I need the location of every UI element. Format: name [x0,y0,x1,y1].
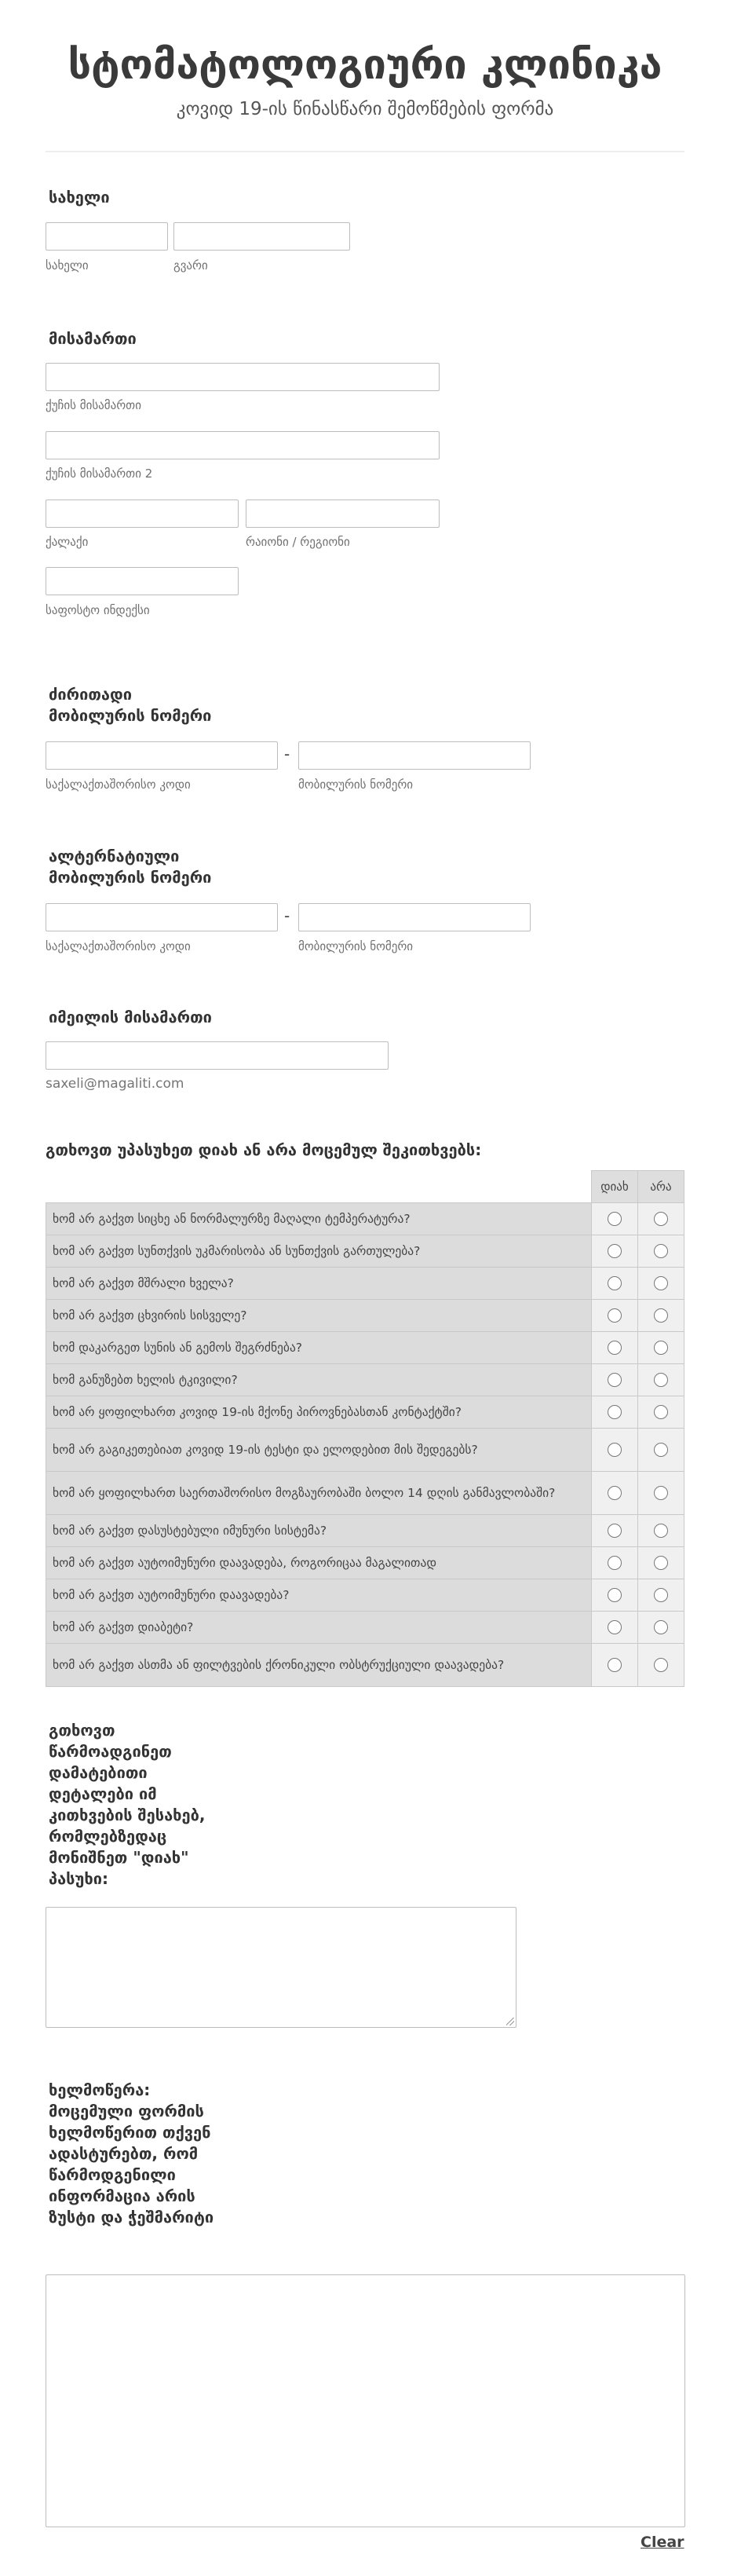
details-label-line: დამატებითი [49,1763,148,1782]
answer-cell-yes [592,1300,638,1332]
primary-phone-label-line2: მობილურის ნომერი [49,706,212,725]
alt-phone-number-input[interactable] [298,903,531,931]
answer-cell-yes [592,1579,638,1612]
first-name-sublabel: სახელი [46,258,89,273]
question-text: ხომ არ გაქვთ ცხვირის სისველე? [46,1300,592,1332]
zip-input[interactable] [46,567,239,595]
alt-phone-label-line1: ალტერნატიული [49,847,180,865]
radio-yes[interactable] [608,1588,622,1602]
answer-cell-no [638,1268,684,1300]
radio-no[interactable] [654,1658,668,1672]
answer-cell-no [638,1547,684,1579]
radio-no[interactable] [654,1341,668,1355]
answer-cell-no [638,1579,684,1612]
answer-cell-no [638,1429,684,1472]
radio-no[interactable] [654,1620,668,1634]
details-label-line: გთხოვთ [49,1721,115,1740]
last-name-input[interactable] [173,222,350,251]
questionnaire-matrix [46,1170,684,1687]
region-input[interactable] [246,499,440,528]
answer-cell-no [638,1235,684,1268]
details-label-line: პასუხი: [49,1869,108,1888]
answer-cell-yes [592,1547,638,1579]
email-label: იმეილის მისამართი [49,1008,212,1026]
alt-area-code-sublabel: საქალაქთაშორისო კოდი [46,939,191,953]
radio-yes[interactable] [608,1486,622,1500]
question-text: ხომ არ გაქვთ ასთმა ან ფილტვების ქრონიკული ობსტრუქციული დაავადება? [46,1644,592,1687]
region-sublabel: რაიონი / რეგიონი [246,535,350,549]
alt-phone-label-line2: მობილურის ნომერი [49,868,212,887]
questionnaire-title: გთხოვთ უპასუხეთ დიახ ან არა მოცემულ შეკითხვებს: [46,1140,482,1159]
details-label-line: კითხვების შესახებ, [49,1806,206,1824]
question-row [46,1429,684,1472]
radio-no[interactable] [654,1443,668,1457]
radio-no[interactable] [654,1556,668,1570]
answer-cell-yes [592,1364,638,1396]
details-label-line: წარმოადგინეთ [49,1742,172,1761]
radio-no[interactable] [654,1212,668,1226]
question-row [46,1547,684,1579]
radio-yes[interactable] [608,1244,622,1258]
question-text: ხომ არ გაქვთ დიაბეტი? [46,1612,592,1644]
answer-cell-yes [592,1203,638,1235]
radio-yes[interactable] [608,1620,622,1634]
form-subtitle: კოვიდ 19-ის წინასწარი შემოწმების ფორმა [176,99,554,119]
radio-yes[interactable] [608,1276,622,1290]
answer-cell-no [638,1612,684,1644]
details-textarea[interactable] [46,1907,516,2028]
resize-grip-icon[interactable] [506,2018,514,2025]
radio-no[interactable] [654,1588,668,1602]
primary-area-code-sublabel: საქალაქთაშორისო კოდი [46,778,191,792]
alt-area-code-input[interactable] [46,903,278,931]
question-text: ხომ არ გაქვთ სუნთქვის უკმარისობა ან სუნთქვის გართულება? [46,1235,592,1268]
city-sublabel: ქალაქი [46,535,89,549]
radio-yes[interactable] [608,1405,622,1419]
question-row [46,1203,684,1235]
email-hint: saxeli@magaliti.com [46,1076,184,1092]
answer-cell-yes [592,1396,638,1429]
signature-label-line: ზუსტი და ჭეშმარიტი [49,2208,214,2227]
column-yes-header: დიახ [592,1171,638,1203]
question-text: ხომ არ გაქვთ დასუსტებული იმუნური სისტემა? [46,1515,592,1547]
street-address-2-input[interactable] [46,431,440,459]
email-input[interactable] [46,1041,389,1070]
question-text: ხომ არ ყოფილხართ საერთაშორისო მოგზაურობაში ბოლო 14 დღის განმავლობაში? [46,1472,592,1515]
radio-no[interactable] [654,1276,668,1290]
street-address-sublabel: ქუჩის მისამართი [46,398,141,412]
radio-no[interactable] [654,1244,668,1258]
radio-no[interactable] [654,1308,668,1323]
answer-cell-yes [592,1429,638,1472]
question-row [46,1396,684,1429]
signature-label-line: ადასტურებთ, რომ [49,2144,199,2163]
answer-cell-no [638,1332,684,1364]
form-title: სტომატოლოგიური კლინიკა [68,42,662,89]
radio-yes[interactable] [608,1341,622,1355]
question-text: ხომ არ გაქვთ სიცხე ან ნორმალურზე მაღალი ტემპერატურა? [46,1203,592,1235]
signature-label-line: ხელმოწერით თქვენ [49,2123,211,2142]
details-label-line: რომლებზედაც [49,1827,167,1846]
first-name-input[interactable] [46,222,168,251]
last-name-sublabel: გვარი [173,258,208,273]
question-row [46,1612,684,1644]
signature-pad[interactable] [46,2274,685,2527]
question-row [46,1332,684,1364]
question-row [46,1579,684,1612]
answer-cell-no [638,1644,684,1687]
primary-area-code-input[interactable] [46,741,278,770]
answer-cell-no [638,1396,684,1429]
primary-phone-number-sublabel: მობილურის ნომერი [298,778,414,792]
question-row [46,1268,684,1300]
address-label: მისამართი [49,329,137,348]
answer-cell-yes [592,1644,638,1687]
answer-cell-no [638,1203,684,1235]
radio-yes[interactable] [608,1443,622,1457]
primary-phone-number-input[interactable] [298,741,531,770]
primary-phone-separator: - [284,745,290,763]
alt-phone-number-sublabel: მობილურის ნომერი [298,939,414,953]
radio-yes[interactable] [608,1308,622,1323]
radio-no[interactable] [654,1373,668,1387]
details-label-line: მონიშნეთ "დიახ" [49,1848,189,1867]
answer-cell-no [638,1515,684,1547]
radio-no[interactable] [654,1486,668,1500]
street-address-2-sublabel: ქუჩის მისამართი 2 [46,467,153,481]
answer-cell-yes [592,1268,638,1300]
answer-cell-no [638,1300,684,1332]
answer-cell-yes [592,1612,638,1644]
signature-label-line: მოცემული ფორმის [49,2102,204,2120]
radio-yes[interactable] [608,1658,622,1672]
matrix-corner [46,1171,592,1203]
city-input[interactable] [46,499,239,528]
radio-no[interactable] [654,1524,668,1538]
signature-label [49,2080,214,2228]
question-row [46,1515,684,1547]
answer-cell-yes [592,1515,638,1547]
question-row [46,1300,684,1332]
clear-signature-button[interactable]: Clear [641,2534,684,2551]
question-text: ხომ არ გაქვთ აუტოიმუნური დაავადება? [46,1579,592,1612]
radio-yes[interactable] [608,1212,622,1226]
answer-cell-yes [592,1235,638,1268]
answer-cell-no [638,1472,684,1515]
signature-label-line: ხელმოწერა: [49,2080,151,2099]
question-text: ხომ არ ყოფილხართ კოვიდ 19-ის მქონე პიროვნებასთან კონტაქტში? [46,1396,592,1429]
question-text: ხომ დაკარგეთ სუნის ან გემოს შეგრძნება? [46,1332,592,1364]
question-row [46,1364,684,1396]
question-text: ხომ არ გაქვთ მშრალი ხველა? [46,1268,592,1300]
question-row [46,1644,684,1687]
question-row [46,1472,684,1515]
zip-sublabel: საფოსტო ინდექსი [46,603,150,617]
answer-cell-no [638,1364,684,1396]
question-text: ხომ არ გაგიკეთებიათ კოვიდ 19-ის ტესტი და ელოდებით მის შედეგებს? [46,1429,592,1472]
radio-no[interactable] [654,1405,668,1419]
header-divider [46,151,684,152]
street-address-input[interactable] [46,363,440,391]
name-label: სახელი [49,188,110,207]
signature-label-line: ინფორმაცია არის [49,2186,195,2205]
details-label [49,1720,205,1890]
alt-phone-separator: - [284,906,290,925]
radio-yes[interactable] [608,1524,622,1538]
primary-phone-label-line1: ძირითადი [49,685,132,704]
radio-yes[interactable] [608,1373,622,1387]
question-row [46,1235,684,1268]
radio-yes[interactable] [608,1556,622,1570]
question-text: ხომ განუზებთ ხელის ტკივილი? [46,1364,592,1396]
column-no-header: არა [638,1171,684,1203]
question-text: ხომ არ გაქვთ აუტოიმუნური დაავადება, როგორიცაა მაგალითად [46,1547,592,1579]
signature-label-line: წარმოდგენილი [49,2165,176,2184]
answer-cell-yes [592,1472,638,1515]
details-label-line: დეტალები იმ [49,1784,157,1803]
answer-cell-yes [592,1332,638,1364]
